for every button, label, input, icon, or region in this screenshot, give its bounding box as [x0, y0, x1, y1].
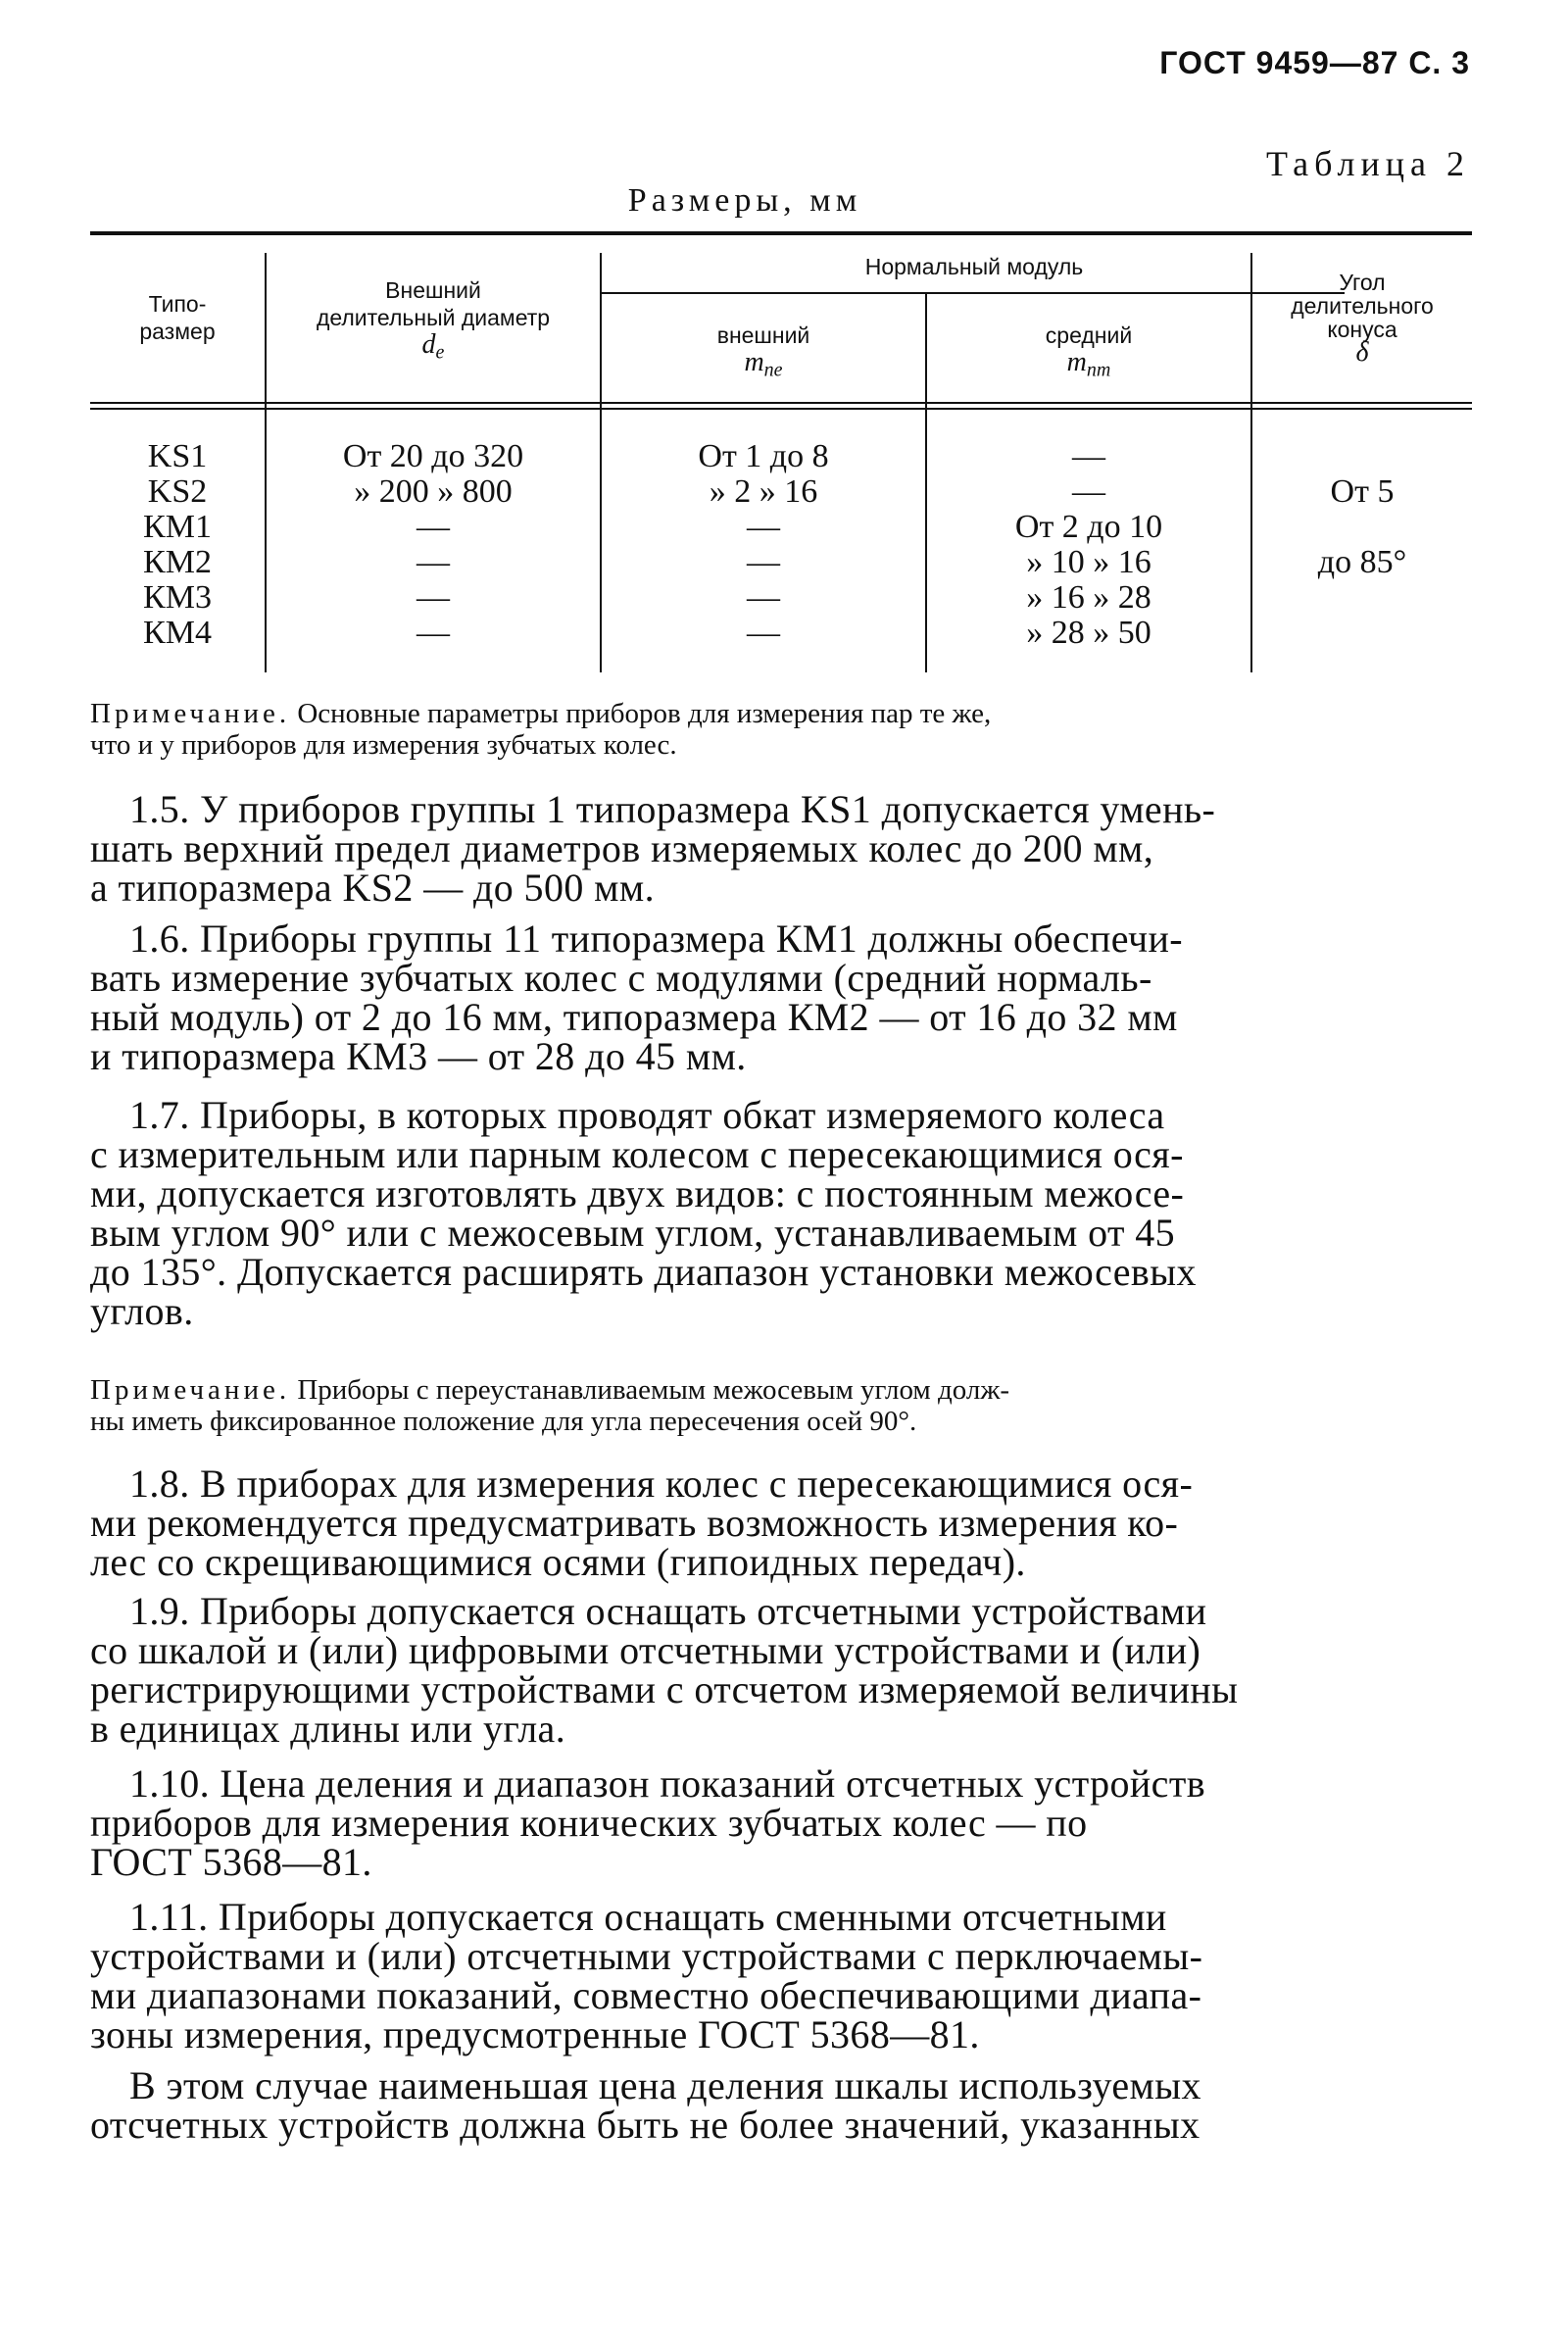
note-label: Примечание.	[90, 1374, 291, 1406]
header-cone-angle-line1: Угол	[1339, 270, 1386, 295]
dimensions-table	[90, 231, 1472, 672]
header-cone-angle-line2: делительного	[1291, 293, 1434, 319]
paragraph-1-5	[90, 787, 1472, 910]
paragraph-1-7	[90, 1093, 1472, 1333]
text-line: шать верхний предел диаметров измеряемых колес до 200 мм,	[90, 826, 1154, 870]
text-line: ми диапазонами показаний, совместно обеспечивающими диапа-	[90, 1973, 1202, 2017]
text-line: а типоразмера KS2 — до 500 мм.	[90, 866, 655, 910]
note-2	[90, 1374, 1472, 1437]
text-line: ный модуль) от 2 до 16 мм, типоразмера КМ2 — от 16 до 32 мм	[90, 995, 1178, 1039]
text-line: В этом случае наименьшая цена деления шкалы используемых	[129, 2063, 1201, 2107]
table-cell-type: КМ4	[143, 615, 212, 651]
text-line: в единицах длины или угла.	[90, 1707, 566, 1751]
table-cell-de: » 200 » 800	[354, 473, 513, 510]
symbol-mne-sub: ne	[763, 359, 783, 381]
table-cell-type: КМ1	[143, 509, 212, 545]
text-line: лес со скрещивающимися осями (гипоидных передач).	[90, 1540, 1026, 1584]
header-outer-diameter	[267, 276, 600, 367]
table-cell-de: От 20 до 320	[342, 438, 524, 474]
text-line: 1.11. Приборы допускается оснащать сменными отсчетными	[129, 1895, 1167, 1939]
table-label: Таблица 2	[1266, 144, 1470, 183]
note-1	[90, 698, 1472, 761]
text-line: 1.8. В приборах для измерения колес с пересекающимися ося-	[129, 1461, 1194, 1506]
text-line: 1.7. Приборы, в которых проводят обкат измеряемого колеса	[129, 1093, 1165, 1137]
paragraph-final	[90, 2063, 1472, 2147]
table-cell-mne: —	[747, 615, 780, 651]
paragraph-1-10	[90, 1761, 1472, 1884]
header-outer-diameter-line1: Внешний	[385, 277, 481, 303]
header-cone-angle	[1252, 270, 1472, 368]
text-line: и типоразмера КМ3 — от 28 до 45 мм.	[90, 1034, 747, 1078]
text-line: 1.10. Цена деления и диапазон показаний отсчетных устройств	[129, 1761, 1205, 1806]
running-head: ГОСТ 9459—87 С. 3	[1159, 45, 1470, 80]
table-cell-mnm: —	[1072, 438, 1105, 474]
table-cell-de: —	[416, 579, 450, 616]
table-cell-type: KS1	[147, 438, 208, 474]
note-label: Примечание.	[90, 698, 291, 729]
text-line: вать измерение зубчатых колес с модулями (средний нормаль-	[90, 956, 1152, 1000]
table-caption: Размеры, мм	[627, 182, 862, 219]
symbol-mne: m	[744, 347, 764, 377]
header-module-outer	[602, 322, 925, 384]
table-cell-mne: —	[747, 509, 780, 545]
table-cell-de: —	[416, 615, 450, 651]
header-type-size-line2: размер	[139, 319, 216, 344]
text-line: углов.	[90, 1289, 194, 1333]
text-line: ми, допускается изготовлять двух видов: с постоянным межосе-	[90, 1171, 1185, 1215]
paragraph-1-8	[90, 1461, 1472, 1584]
table-cell-de: —	[416, 509, 450, 545]
table-cell-cone-angle: От 5	[1330, 473, 1395, 510]
table-cell-mne: —	[747, 544, 780, 580]
table-cell-mne: » 2 » 16	[709, 473, 818, 510]
text-line: вым углом 90° или с межосевым углом, устанавливаемым от 45	[90, 1211, 1176, 1255]
note-line: Приборы с переустанавливаемым межосевым углом долж-	[297, 1374, 1010, 1406]
header-cone-angle-line3: конуса	[1327, 317, 1397, 342]
text-line: отсчетных устройств должна быть не более значений, указанных	[90, 2103, 1200, 2147]
table-header-rule-2	[90, 408, 1472, 410]
symbol-delta: δ	[1355, 337, 1369, 368]
text-line: с измерительным или парным колесом с пересекающимися ося-	[90, 1132, 1184, 1176]
table-header-rule	[90, 402, 1472, 404]
text-line: 1.5. У приборов группы 1 типоразмера KS1 допускается умень-	[129, 787, 1216, 831]
note-line: Основные параметры приборов для измерения пар те же,	[297, 698, 992, 729]
header-module-mid	[927, 322, 1250, 384]
text-line: 1.9. Приборы допускается оснащать отсчетными устройствами	[129, 1589, 1207, 1633]
paragraph-1-11	[90, 1895, 1472, 2056]
header-outer-diameter-line2: делительный диаметр	[316, 305, 551, 330]
text-line: 1.6. Приборы группы 11 типоразмера КМ1 должны обеспечи-	[129, 916, 1183, 961]
table-cell-cone-angle: до 85°	[1317, 544, 1407, 580]
table-cell-mnm: От 2 до 10	[1014, 509, 1163, 545]
header-normal-module: Нормальный модуль	[864, 254, 1084, 279]
table-cell-mnm: » 10 » 16	[1026, 544, 1152, 580]
symbol-de: d	[421, 329, 436, 360]
header-module-outer-label: внешний	[716, 322, 810, 348]
text-line: до 135°. Допускается расширять диапазон установки межосевых	[90, 1250, 1197, 1294]
note-line: ны иметь фиксированное положение для угла пересечения осей 90°.	[90, 1406, 917, 1437]
text-line: приборов для измерения конических зубчатых колес — по	[90, 1801, 1088, 1845]
text-line: зоны измерения, предусмотренные ГОСТ 5368—81.	[90, 2012, 980, 2056]
table-cell-de: —	[416, 544, 450, 580]
symbol-de-sub: e	[435, 341, 445, 364]
table-cell-type: КМ3	[143, 579, 212, 616]
paragraph-1-6	[90, 916, 1472, 1078]
header-type-size	[90, 290, 265, 345]
text-line: ми рекомендуется предусматривать возможность измерения ко-	[90, 1501, 1179, 1545]
text-line: ГОСТ 5368—81.	[90, 1840, 372, 1884]
table-cell-type: KS2	[147, 473, 208, 510]
text-line: со шкалой и (или) цифровыми отсчетными устройствами и (или)	[90, 1628, 1201, 1672]
table-cell-type: КМ2	[143, 544, 212, 580]
text-line: устройствами и (или) отсчетными устройствами с перключаемы-	[90, 1934, 1203, 1978]
text-line: регистрирующими устройствами с отсчетом измеряемой величины	[90, 1667, 1239, 1711]
symbol-mnm: m	[1066, 347, 1087, 377]
table-cell-mnm: » 16 » 28	[1026, 579, 1152, 616]
header-module-mid-label: средний	[1045, 322, 1133, 348]
table-cell-mne: От 1 до 8	[698, 438, 829, 474]
symbol-mnm-sub: nm	[1086, 359, 1111, 381]
paragraph-1-9	[90, 1589, 1472, 1751]
table-cell-mnm: » 28 » 50	[1026, 615, 1152, 651]
note-line: что и у приборов для измерения зубчатых колес.	[90, 729, 677, 761]
header-type-size-line1: Типо-	[148, 291, 207, 317]
module-group-rule	[600, 292, 1345, 294]
table-cell-mnm: —	[1072, 473, 1105, 510]
table-cell-mne: —	[747, 579, 780, 616]
table-top-rule	[90, 231, 1472, 235]
